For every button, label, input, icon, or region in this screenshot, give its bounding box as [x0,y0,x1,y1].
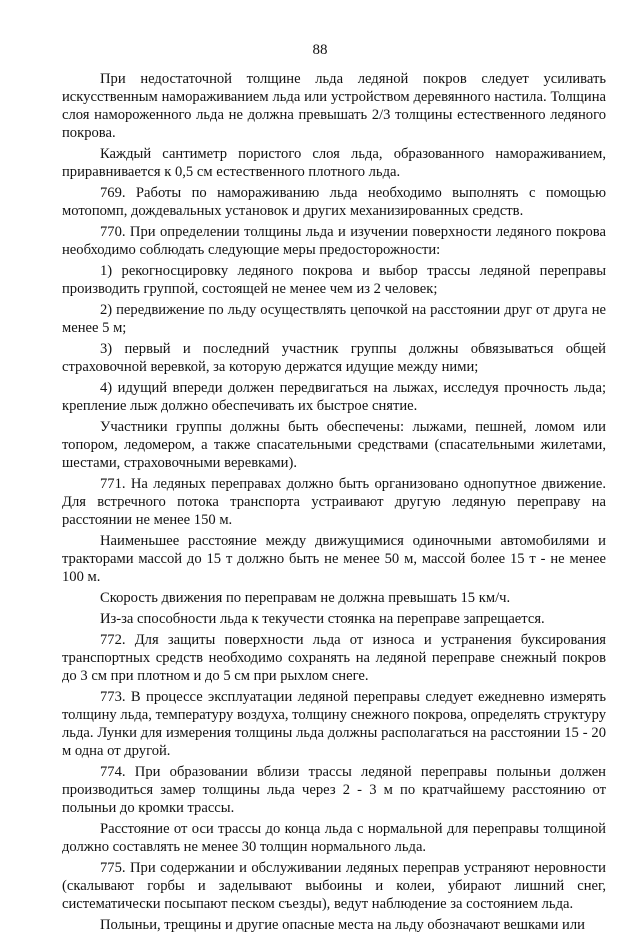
paragraph-10: 771. На ледяных переправах должно быть организовано однопутное движение. Для встречного потока транспорта устраивают другую ледяную переправу на расстоянии не менее 150 м. [62,476,606,528]
paragraph-3: 769. Работы по намораживанию льда необходимо выполнять с помощью мотопомп, дождевальных установок и других механизированных средств. [62,185,606,219]
paragraph-11: Наименьшее расстояние между движущимися одиночными автомобилями и тракторами массой до 15 т должно быть не менее 50 м, массой более 15 т - не менее 100 м. [62,533,606,585]
paragraph-13: Из-за способности льда к текучести стоянка на переправе запрещается. [100,611,545,627]
paragraph-14: 772. Для защиты поверхности льда от износа и устранения буксирования транспортных средств необходимо сохранять на ледяной переправе снежный покров до 3 см при плотном и до 5 см при рыхлом снеге. [62,632,606,684]
paragraph-6: 2) передвижение по льду осуществлять цепочкой на расстоянии друг от друга не менее 5 м; [62,302,606,336]
paragraph-15: 773. В процессе эксплуатации ледяной переправы следует ежедневно измерять толщину льда, температуру воздуха, толщину снежного покрова, определять структуру льда. Лунки для измерения толщины льда должны располагаться на расстоянии 15 - 20 м одна от другой. [62,689,606,759]
paragraph-7: 3) первый и последний участник группы должны обвязываться общей страховочной веревкой, за которую держатся идущие между ними; [62,341,606,375]
paragraph-12: Скорость движения по переправам не должна превышать 15 км/ч. [100,590,511,606]
paragraph-18: 775. При содержании и обслуживании ледяных переправ устраняют неровности (скалывают горбы и заделывают выбоины и колеи, убирают лишний снег, систематически посыпают песком съезды), ведут наблюдение за состоянием льда. [62,860,606,912]
paragraph-9: Участники группы должны быть обеспечены: лыжами, пешней, ломом или топором, ледомером, а также спасательными средствами (спасательными жилетами, шестами, страховочными веревками). [62,419,606,471]
page-number: 88 [312,42,328,58]
paragraph-4: 770. При определении толщины льда и изучении поверхности ледяного покрова необходимо соблюдать следующие меры предосторожности: [62,224,606,258]
paragraph-8: 4) идущий впереди должен передвигаться на лыжах, исследуя прочность льда; крепление лыж должно обеспечивать их быстрое снятие. [62,380,606,414]
paragraph-5: 1) рекогносцировку ледяного покрова и выбор трассы ледяной переправы производить группой, состоящей не менее чем из 2 человек; [62,263,606,297]
paragraph-1: При недостаточной толщине льда ледяной покров следует усиливать искусственным намораживанием льда или устройством деревянного настила. Толщина слоя намороженного льда не должна превышать 2/3 толщины естественного ледяного покрова. [62,71,606,141]
paragraph-17: Расстояние от оси трассы до конца льда с нормальной для переправы толщиной должно составлять не менее 30 толщин нормального льда. [62,821,606,855]
document-body [62,70,606,937]
paragraph-16: 774. При образовании вблизи трассы ледяной переправы полыньи должен производиться замер толщины льда через 2 - 3 м по кратчайшему расстоянию от полыньи до кромки трассы. [62,764,606,816]
paragraph-19: Полыньи, трещины и другие опасные места на льду обозначают вешками или [100,917,585,933]
paragraph-2: Каждый сантиметр пористого слоя льда, образованного намораживанием, приравнивается к 0,5 см естественного плотного льда. [62,146,606,180]
